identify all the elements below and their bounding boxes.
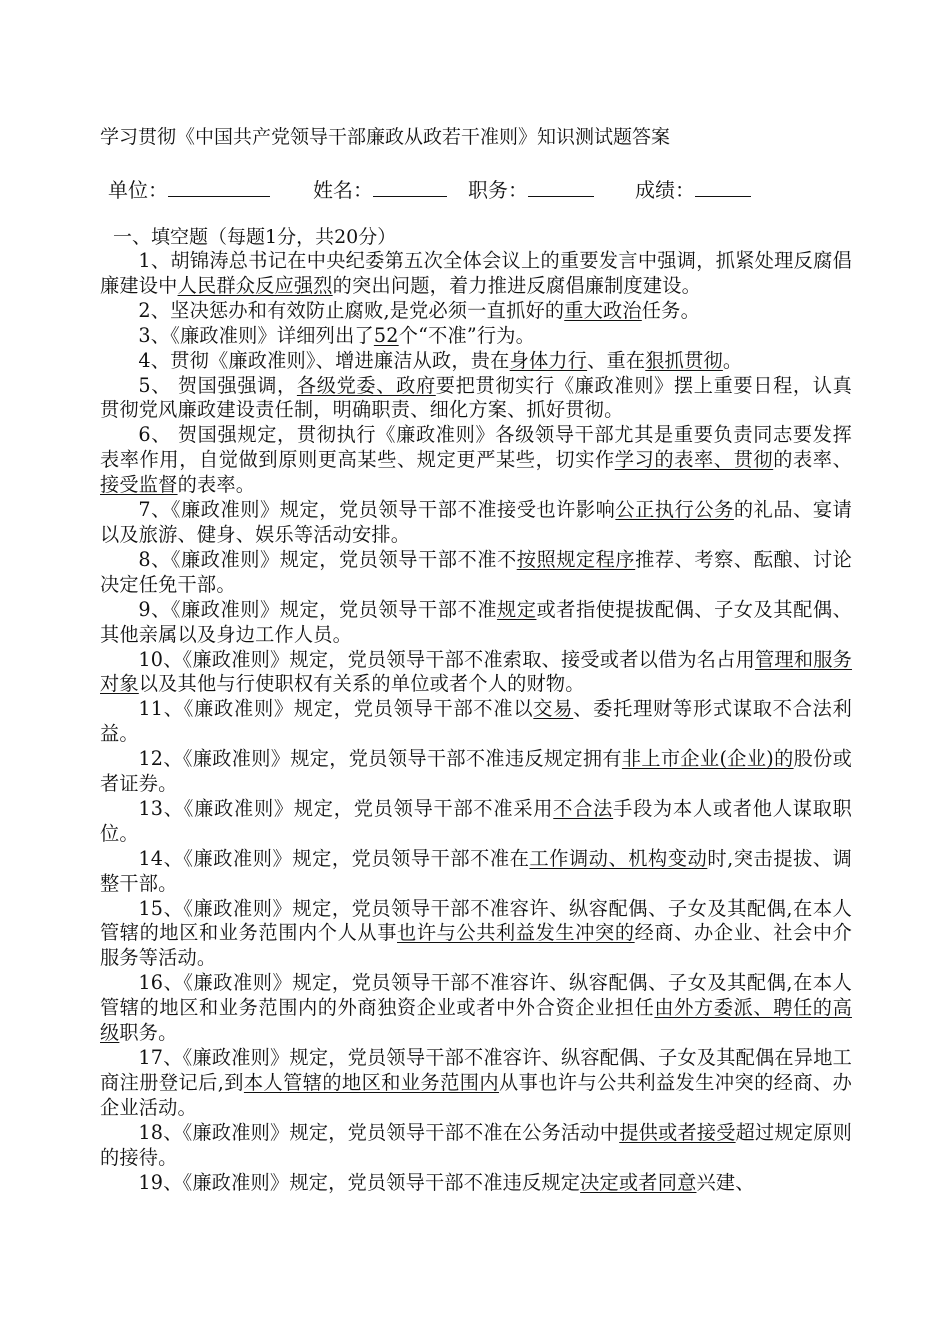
answer-text: 也许与公共利益发生冲突的 xyxy=(397,921,635,945)
answer-text: 人民群众反应强烈 xyxy=(177,273,333,297)
question-item xyxy=(100,1121,852,1171)
question-text: 超过规定原则的接待。 xyxy=(100,1120,853,1169)
question-text: 7、《廉政准则》规定，党员领导干部不准接受也许影响 xyxy=(138,498,616,522)
question-item xyxy=(100,299,852,324)
answer-text: 狠抓贯彻 xyxy=(645,348,723,372)
answer-text: 工作调动、机构变动 xyxy=(529,846,708,870)
question-text: 的表率、 xyxy=(773,448,852,472)
position-field xyxy=(468,174,594,204)
unit-label: 单位： xyxy=(108,178,168,202)
position-label: 职务： xyxy=(468,178,528,202)
name-label: 姓名： xyxy=(313,178,373,202)
question-text: 任务。 xyxy=(641,298,700,322)
question-text: 的突出问题，着力推进反腐倡廉制度建设。 xyxy=(332,273,702,297)
question-item xyxy=(100,648,852,698)
question-item xyxy=(100,374,852,424)
question-item xyxy=(100,971,852,1046)
question-text: 5、 贺国强强调， xyxy=(138,373,297,397)
question-item xyxy=(100,897,852,972)
question-text: 14、《廉政准则》规定，党员领导干部不准在 xyxy=(138,846,530,870)
question-text: 的礼品、宴请以及旅游、健身、娱乐等活动安排。 xyxy=(100,498,852,546)
question-text: 要把贯彻实行《廉政准则》摆上重要日程，认真贯彻党风廉政建设责任制，明确职责、细化方案、抓好贯彻。 xyxy=(100,373,853,422)
question-item xyxy=(100,797,852,847)
question-text: 、重在 xyxy=(587,348,646,372)
unit-blank[interactable] xyxy=(168,174,270,197)
answer-text: 学习的表率、贯彻 xyxy=(614,448,774,472)
question-item xyxy=(100,423,852,498)
question-text: 、委托理财等形式谋取不合法利益。 xyxy=(100,697,853,746)
score-field xyxy=(635,174,751,204)
question-text: 时,突击提拔、调整干部。 xyxy=(100,846,852,895)
question-text: 3、《廉政准则》详细列出了 xyxy=(138,323,374,347)
question-text: 13、《廉政准则》规定，党员领导干部不准采用 xyxy=(138,796,554,820)
score-blank[interactable] xyxy=(695,174,751,197)
answer-text: 规定 xyxy=(496,597,537,621)
question-text: 10、《廉政准则》规定，党员领导干部不准索取、接受或者以借为名占用 xyxy=(138,647,756,671)
question-item xyxy=(100,548,852,598)
answer-text: 按照规定程序 xyxy=(516,547,636,571)
question-text: 的表率。 xyxy=(177,473,256,497)
question-item xyxy=(100,324,852,349)
question-item xyxy=(100,249,852,299)
question-text: 股份或者证券。 xyxy=(100,747,852,796)
question-text: 9、《廉政准则》规定，党员领导干部不准 xyxy=(138,597,497,621)
question-text: 个“不准”行为。 xyxy=(398,323,536,347)
question-text: 或者指使提拔配偶、子女及其配偶、其他亲属以及身边工作人员。 xyxy=(100,597,852,646)
question-text: 6、 贺国强规定，贯彻执行《廉政准则》各级领导干部尤其是重要负责同志要发挥表率作用，自觉做到原则更高某些、规定更严某些，切实作 xyxy=(100,423,852,472)
question-text: 2、坚决惩办和有效防止腐败,是党必须一直抓好的 xyxy=(138,298,565,322)
question-text: 经商、办企业、社会中介服务等活动。 xyxy=(100,921,853,970)
answer-text: 管理和服务对象 xyxy=(100,647,853,696)
question-text: 18、《廉政准则》规定，党员领导干部不准在公务活动中 xyxy=(138,1120,620,1144)
question-text: 兴建、 xyxy=(696,1170,755,1194)
question-item xyxy=(100,847,852,897)
question-item xyxy=(100,598,852,648)
question-text: 1、胡锦涛总书记在中央纪委第五次全体会议上的重要发言中强调，抓紧处理反腐倡廉建设中 xyxy=(100,249,852,297)
question-text: 从事也许与公共利益发生冲突的经商、办企业活动。 xyxy=(100,1070,852,1119)
question-text: 15、《廉政准则》规定，党员领导干部不准容许、纵容配偶、子女及其配偶,在本人管辖的地区和业务范围内个人从事 xyxy=(100,896,852,945)
answer-text: 由外方委派、聘任的高级 xyxy=(100,996,852,1045)
section-heading: 一、填空题（每题1分，共20分） xyxy=(113,226,397,248)
question-item xyxy=(100,1046,852,1121)
question-text: 12、《廉政准则》规定，党员领导干部不准违反规定拥有 xyxy=(138,747,622,771)
answer-text: 本人管辖的地区和业务范围内 xyxy=(243,1070,500,1094)
question-text: 职务。 xyxy=(119,1021,178,1045)
name-blank[interactable] xyxy=(373,174,447,197)
answer-text: 提供或者接受 xyxy=(619,1120,736,1144)
score-label: 成绩： xyxy=(635,178,695,202)
question-item xyxy=(100,747,852,797)
answer-text: 身体力行 xyxy=(509,348,588,372)
answer-text: 决定或者同意 xyxy=(580,1170,697,1194)
question-text: 4、贯彻《廉政准则》、增进廉洁从政，贵在 xyxy=(138,348,510,372)
answer-text: 交易 xyxy=(533,697,574,721)
answer-text: 不合法 xyxy=(553,796,614,820)
question-text: 8、《廉政准则》规定，党员领导干部不准不 xyxy=(138,547,517,571)
answer-text: 接受监督 xyxy=(100,473,178,497)
question-list xyxy=(100,249,852,1195)
unit-field xyxy=(108,174,270,204)
answer-text: 各级党委、政府 xyxy=(296,373,436,397)
question-text: 。 xyxy=(722,348,743,372)
document-title: 学习贯彻《中国共产党领导干部廉政从政若干准则》知识测试题答案 xyxy=(100,126,671,148)
question-text: 手段为本人或者他人谋取职位。 xyxy=(100,796,853,845)
name-field xyxy=(313,174,447,204)
question-item xyxy=(100,697,852,747)
answer-text: 重大政治 xyxy=(564,298,642,322)
question-item xyxy=(100,498,852,548)
answer-text: 非上市企业(企业)的 xyxy=(621,747,794,771)
answer-text: 公正执行公务 xyxy=(615,498,734,522)
answer-text: 52 xyxy=(373,323,399,347)
question-item xyxy=(100,1171,852,1196)
position-blank[interactable] xyxy=(528,174,594,197)
question-text: 推荐、考察、酝酿、讨论决定任免干部。 xyxy=(100,547,853,596)
question-item xyxy=(100,349,852,374)
question-text: 17、《廉政准则》规定，党员领导干部不准容许、纵容配偶、子女及其配偶在异地工商注册登记后,到 xyxy=(100,1046,852,1094)
question-text: 19、《廉政准则》规定，党员领导干部不准违反规定 xyxy=(138,1170,581,1194)
question-text: 11、《廉政准则》规定，党员领导干部不准以 xyxy=(138,697,534,721)
question-text: 16、《廉政准则》规定，党员领导干部不准容许、纵容配偶、子女及其配偶,在本人管辖的地区和业务范围内的外商独资企业或者中外合资企业担任 xyxy=(100,971,852,1020)
question-text: 以及其他与行使职权有关系的单位或者个人的财物。 xyxy=(138,672,585,696)
